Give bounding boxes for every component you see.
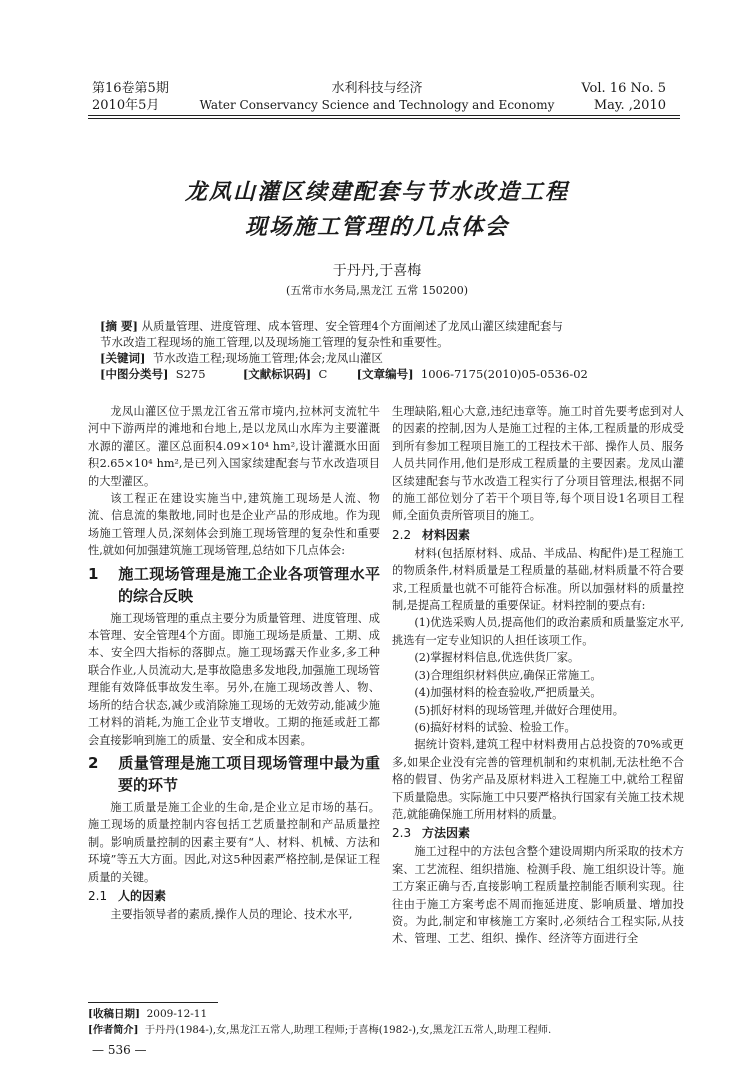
classification xyxy=(100,366,670,382)
section-1-heading xyxy=(88,563,380,607)
author-bio-label: [作者简介] xyxy=(88,1024,139,1036)
article-title-line2: 现场施工管理的几点体会 xyxy=(244,215,509,240)
volume-date: May. ,2010 xyxy=(593,98,666,113)
article-number-label: [文章编号] xyxy=(356,367,414,381)
continued-paragraph: 生理缺陷,粗心大意,违纪违章等。施工时首先要考虑到对人的因素的控制,因为人是施工过程的主体,工程质量的形成受到所有参加工程项目施工的工程技术干部、操作人员、服务人员共同作用,他们是形成工程质量的主要因素。龙凤山灌区续建配套与节水改造工程实行了分项目管理法,根据不同的施工部位划分了若干个项目等,每个项目设1名项目工程师,全面负责所管项目的施工。 xyxy=(392,405,684,523)
journal-volume xyxy=(581,80,666,114)
section-2-2-title: 材料因素 xyxy=(422,527,471,542)
issue-volume: 第16卷第5期 xyxy=(92,81,169,96)
section-2-number: 2 xyxy=(88,753,99,772)
section-2-3-title: 方法因素 xyxy=(422,826,471,841)
author-bio xyxy=(88,1023,688,1038)
section-2-1-title: 人的因素 xyxy=(118,888,167,903)
material-list-item: (3)合理组织材料供应,确保正常施工。 xyxy=(414,668,602,682)
intro-paragraph-2: 该工程正在建设实施当中,建筑施工现场是人流、物流、信息流的集散地,同时也是企业产品的形成地。作为现场施工管理人员,深刻体会到施工现场管理的复杂性和重要性,就如何加强建筑施工现场管理,总结如下几点体会: xyxy=(88,492,380,558)
material-list-item: (5)抓好材料的现场管理,并做好合理使用。 xyxy=(414,703,624,717)
footnote-rule xyxy=(88,1002,218,1003)
received-label: [收稿日期] xyxy=(88,1008,140,1020)
section-2-paragraph: 施工质量是施工企业的生命,是企业立足市场的基石。施工现场的质量控制内容包括工艺质量控制和产品质量控制。影响质量控制的因素主要有“人、材料、机械、方法和环境”等五大方面。因此,对这5种因素严格控制,是保证工程质量的关键。 xyxy=(88,800,380,884)
affiliation: (五常市水务局,黑龙江 五常 150200) xyxy=(285,284,469,297)
received-value: 2009-12-11 xyxy=(146,1008,208,1020)
abstract-label: [摘 要] xyxy=(100,319,138,333)
article-title-line1: 龙凤山灌区续建配套与节水改造工程 xyxy=(184,180,569,205)
clc-label: [中图分类号] xyxy=(100,367,169,381)
section-2-2-paragraph-1: 材料(包括原材料、成品、半成品、构配件)是工程施工的物质条件,材料质量是工程质量的基础,材料质量不符合要求,工程质量也就不可能符合标准。所以加强材料的质量控制,是提高工程质量的重要保证。材料控制的要点有: xyxy=(392,546,684,613)
received-date xyxy=(88,1007,207,1022)
keywords-text: 节水改造工程;现场施工管理;体会;龙凤山灌区 xyxy=(152,351,383,365)
page-number: — 536 — xyxy=(92,1043,147,1057)
header-rule xyxy=(88,115,680,116)
section-2-2-number: 2.2 xyxy=(392,527,412,542)
right-column xyxy=(392,403,684,948)
section-2-3-heading xyxy=(392,824,684,842)
header-rule-2 xyxy=(88,118,680,119)
abstract xyxy=(100,318,670,382)
volume-number: Vol. 16 No. 5 xyxy=(581,81,666,96)
section-2-1-paragraph: 主要指领导者的素质,操作人员的理论、技术水平, xyxy=(110,907,353,921)
material-list-item: (6)搞好材料的试验、检验工作。 xyxy=(414,720,576,734)
section-2-2-paragraph-2: 据统计资料,建筑工程中材料费用占总投资的70%或更多,如果企业没有完善的管理机制和约束机制,无法杜绝不合格的假冒、伪劣产品及原材料进入工程施工中,就给工程留下质量隐患。实际施工中只要严格执行国家有关施工技术规范,就能确保施工所用材料的质量。 xyxy=(392,738,684,821)
material-list-item: (2)掌握材料信息,优选供货厂家。 xyxy=(414,651,580,665)
section-2-1-heading xyxy=(88,887,380,905)
material-list-item: (4)加强材料的检查验收,严把质量关。 xyxy=(414,686,602,700)
article-number-value: 1006-7175(2010)05-0536-02 xyxy=(420,367,588,381)
abstract-line2: 节水改造工程现场的施工管理,以及现场施工管理的复杂性和重要性。 xyxy=(100,335,449,349)
journal-name-cn: 水利科技与经济 xyxy=(331,81,423,96)
clc-value: S275 xyxy=(175,367,206,381)
abstract-line1: 从质量管理、进度管理、成本管理、安全管理4个方面阐述了龙凤山灌区续建配套与 xyxy=(141,319,563,333)
keywords-label: [关键词] xyxy=(100,351,146,365)
section-1-number: 1 xyxy=(88,564,99,583)
section-2-2-heading xyxy=(392,526,684,544)
section-1-title: 施工现场管理是施工企业各项管理水平的综合反映 xyxy=(118,564,380,605)
material-list-item: (1)优选采购人员,提高他们的政治素质和质量鉴定水平,挑选有一定专业知识的人担任该项工作。 xyxy=(392,616,684,647)
section-2-3-paragraph: 施工过程中的方法包含整个建设周期内所采取的技术方案、工艺流程、组织措施、检测手段、施工组织设计等。施工方案正确与否,直接影响工程质量控制能否顺利实现。往往由于施工方案考虑不周而拖延进度、影响质量、增加投资。为此,制定和审核施工方案时,必须结合工程实际,从技术、管理、工艺、组织、操作、经济等方面进行全 xyxy=(392,845,684,946)
author-bio-text: 于丹丹(1984-),女,黑龙江五常人,助理工程师;于喜梅(1982-),女,黑龙江五常人,助理工程师. xyxy=(144,1025,552,1036)
authors: 于丹丹,于喜梅 xyxy=(332,263,422,279)
journal-name-en: Water Conservancy Science and Technology and Economy xyxy=(199,98,555,112)
section-2-1-number: 2.1 xyxy=(88,888,108,903)
keywords xyxy=(100,350,670,366)
section-2-3-number: 2.3 xyxy=(392,826,412,841)
section-2-title: 质量管理是施工项目现场管理中最为重要的环节 xyxy=(118,753,380,794)
section-1-paragraph: 施工现场管理的重点主要分为质量管理、进度管理、成本管理、安全管理4个方面。即施工现场是质量、工期、成本、安全四大指标的落脚点。施工现场露天作业多,多工种联合作业,人员流动大,是事故隐患多发地段,加强施工现场管理能有效降低事故发生率。另外,在施工现场改善人、物、场所的结合状态,减少或消除施工现场的无效劳动,能减少施工材料的消耗,为施工企业节支增收。工期的拖延或赶工都会直接影响到施工的质量、安全和成本因素。 xyxy=(88,611,380,747)
issue-date: 2010年5月 xyxy=(92,98,160,113)
intro-paragraph-1: 龙凤山灌区位于黑龙江省五常市境内,拉林河支流牤牛河中下游两岸的滩地和台地上,是以龙凤山水库为主要灌溉水源的灌区。灌区总面积4.09×10⁴ hm²,设计灌溉水田面积2.65×10⁴ hm²,是已列入国家续建配套与节水改造项目的大型灌区。 xyxy=(88,405,380,488)
left-column xyxy=(88,403,380,923)
doc-code-value: C xyxy=(318,367,328,381)
doc-code-label: [文献标识码] xyxy=(242,367,312,381)
section-2-heading xyxy=(88,752,380,796)
